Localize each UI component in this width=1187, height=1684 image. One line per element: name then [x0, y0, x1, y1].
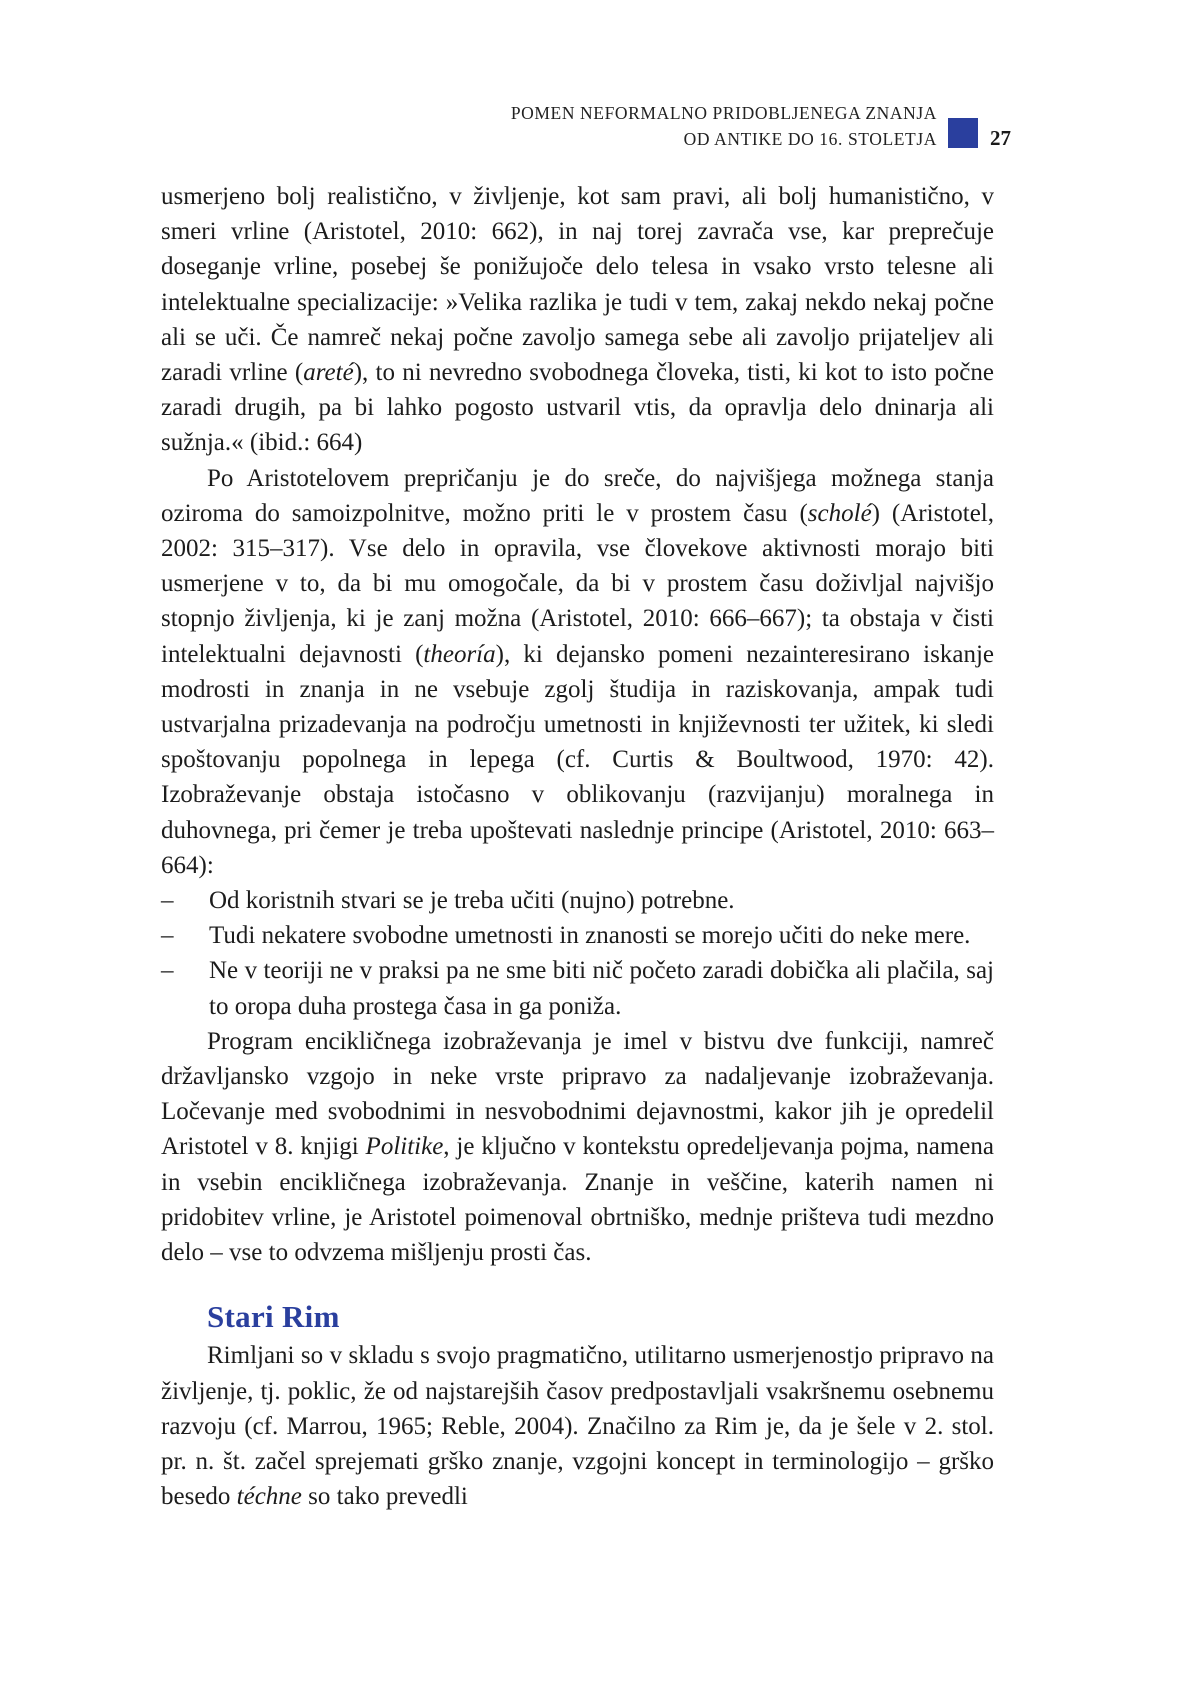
- paragraph-text: so tako prevedli: [301, 1483, 468, 1511]
- paragraph-text: Po Aristotelovem prepričanju je do sreče, do najvišjega možnega stanja oziroma do samoizpolnitve, možno priti le v prostem času (: [161, 464, 994, 527]
- list-dash: –: [161, 957, 174, 985]
- principles-list: [161, 883, 994, 1024]
- paragraph-text: ), ki dejansko pomeni nezainteresirano iskanje modrosti in znanja in ne vsebuje zgolj študija in raziskovanja, ampak tudi ustvarjalna prizadevanja na področju umetnosti in književnosti ter užitek, ki sledi spoštovanju popolnega in lepega (cf. Curtis & Boultwood, 1970: 42). Izobraževanje obstaja istočasno v oblikovanju (razvijanju) moralnega in duhovnega, pri čemer je treba upoštevati naslednje principe (Aristotel, 2010: 663–664):: [161, 640, 994, 879]
- italic-term-theoria: theoría: [423, 640, 496, 668]
- running-header: [511, 100, 937, 152]
- list-item-text: Ne v teoriji ne v praksi pa ne sme biti nič početo zaradi dobička ali plačila, saj to oropa duha prostega časa in ga poniža.: [209, 957, 994, 1020]
- running-header-line-2: OD ANTIKE DO 16. STOLETJA: [683, 129, 937, 149]
- list-item-text: Od koristnih stvari se je treba učiti (nujno) potrebne.: [209, 887, 735, 915]
- body-text: [161, 179, 994, 1514]
- paragraph-aristotle-leisure: [161, 461, 994, 883]
- list-dash: –: [161, 922, 174, 950]
- italic-title-politike: Politike: [365, 1133, 444, 1161]
- paragraph-encyclical-education: [161, 1024, 994, 1270]
- italic-term-techne: téchne: [236, 1483, 302, 1511]
- paragraph-text: ) (Aristotel, 2002: 315–317). Vse delo in opravila, vse človekove aktivnosti morajo biti usmerjene v to, da bi mu omogočale, da bi v prostem času doživljal najvišjo stopnjo življenja, ki je zanj možna (Aristotel, 2010: 666–667); ta obstaja v čisti intelektualni dejavnosti (: [161, 499, 994, 668]
- list-item: [161, 918, 994, 953]
- paragraph-text: , je ključno v kontekstu opredeljevanja pojma, namena in vsebin encikličnega izobraževanja. Znanje in veščine, katerih namen ni pridobitev vrline, je Aristotel poimenoval obrtniško, mednje prišteva tudi mezdno delo – vse to odvzema mišljenju prosti čas.: [161, 1133, 994, 1267]
- paragraph-text: Program encikličnega izobraževanja je imel v bistvu dve funkciji, namreč državljansko vzgojo in neke vrste pripravo za nadaljevanje izobraževanja. Ločevanje med svobodnimi in nesvobodnimi dejavnostmi, kakor jih je opredelil Aristotel v 8. knjigi: [161, 1027, 994, 1161]
- list-item: [161, 953, 994, 1023]
- paragraph-aristotle-virtue: [161, 179, 994, 461]
- italic-term-schole: scholé: [807, 499, 872, 527]
- section-heading: Stari Rim: [207, 1299, 340, 1335]
- header-square-marker: [948, 118, 978, 148]
- italic-term-arete: areté: [303, 359, 354, 387]
- list-dash: –: [161, 887, 174, 915]
- paragraph-text: ), to ni nevredno svobodnega človeka, tisti, ki kot to isto počne zaradi drugih, pa bi lahko pogosto ustvaril vtis, da opravlja delo dninarja ali sužnja.« (ibid.: 664): [161, 359, 994, 457]
- running-header-line-1: POMEN NEFORMALNO PRIDOBLJENEGA ZNANJA: [510, 103, 937, 123]
- page-number: 27: [990, 126, 1011, 150]
- paragraph-text: usmerjeno bolj realistično, v življenje, kot sam pravi, ali bolj humanistično, v smeri vrline (Aristotel, 2010: 662), in naj torej zavrača vse, kar preprečuje doseganje vrline, posebej še ponižujoče delo telesa in vsako vrsto telesne ali intelektualne specializacije: »Velika razlika je tudi v tem, zakaj nekdo nekaj počne ali se uči. Če namreč nekaj počne zavoljo samega sebe ali zavoljo prijateljev ali zaradi vrline (: [161, 183, 994, 387]
- paragraph-text: Rimljani so v skladu s svojo pragmatično, utilitarno usmerjenostjo pripravo na življenje, tj. poklic, že od najstarejših časov predpostavljali vsakršnemu osebnemu razvoju (cf. Marrou, 1965; Reble, 2004). Značilno za Rim je, da je šele v 2. stol. pr. n. št. začel sprejemati grško znanje, vzgojni koncept in terminologijo – grško besedo: [161, 1342, 994, 1511]
- list-item-text: Tudi nekatere svobodne umetnosti in znanosti se morejo učiti do neke mere.: [209, 922, 971, 950]
- paragraph-ancient-rome: [161, 1338, 994, 1514]
- list-item: [161, 883, 994, 918]
